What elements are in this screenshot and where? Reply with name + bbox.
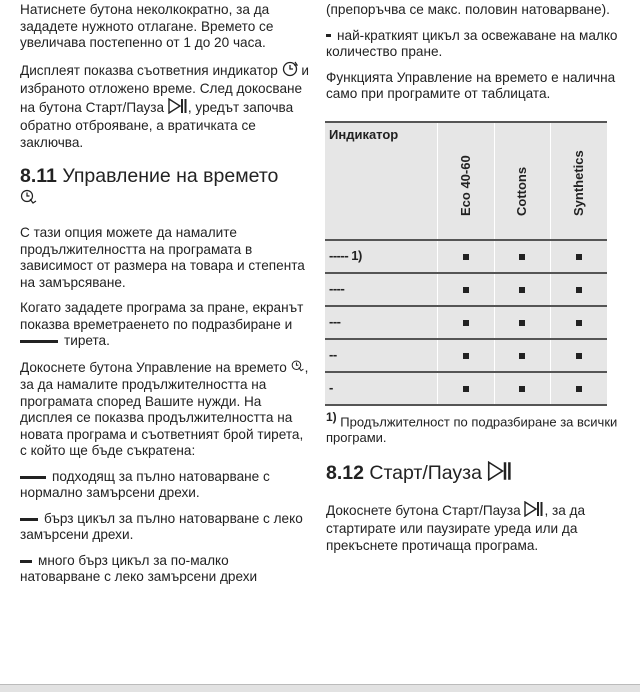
- paragraph: Натиснете бутона неколкократно, за да зададете нужното отлагане. Времето се увеличава постепенно от 1 до 20 часа.: [20, 2, 274, 50]
- dash-indicator-4: [20, 476, 46, 479]
- column-header: [551, 122, 607, 240]
- section-heading-8-11: [20, 165, 312, 211]
- text: Продължителност по подразбиране за всички програми.: [326, 413, 618, 446]
- indicator-cell: [325, 372, 437, 405]
- filled-square-icon: [463, 353, 469, 359]
- table-row: [325, 339, 607, 372]
- indicator-cell: [325, 273, 437, 306]
- mark-cell: [551, 273, 607, 306]
- mark-cell: [551, 372, 607, 405]
- left-column: [20, 2, 312, 595]
- indicator-cell: [325, 240, 437, 273]
- text: бърз цикъл за пълно натоварване с леко замърсени дрехи.: [20, 510, 303, 543]
- mark-cell: [494, 273, 551, 306]
- time-manager-icon: [20, 188, 38, 211]
- indicator-cell: [325, 339, 437, 372]
- dash-indicator-1: [326, 34, 331, 37]
- column-label: Eco 40-60: [457, 155, 473, 216]
- filled-square-icon: [519, 254, 525, 260]
- filled-square-icon: [463, 254, 469, 260]
- section-title: Управление на времето: [62, 165, 279, 187]
- filled-square-icon: [576, 287, 582, 293]
- mark-cell: [437, 240, 494, 273]
- filled-square-icon: [576, 353, 582, 359]
- text: и избраното отложено време. След докосване на бутона Старт/Пауза: [20, 62, 309, 115]
- indicator-text: ----: [329, 280, 345, 296]
- start-pause-icon: [524, 501, 544, 522]
- dash-indicator-2: [20, 560, 32, 563]
- table-row: [325, 273, 607, 306]
- column-header: [494, 122, 551, 240]
- paragraph: Функцията Управление на времето е налична само при програмите от таблицата.: [326, 69, 616, 101]
- paragraph: [326, 501, 618, 555]
- indicator-text: ----- 1): [329, 247, 362, 263]
- start-pause-icon: [487, 461, 513, 487]
- time-manager-icon: [291, 359, 305, 378]
- start-pause-icon: [168, 98, 188, 119]
- text: тирета.: [64, 333, 110, 349]
- filled-square-icon: [576, 320, 582, 326]
- text: много бърз цикъл за по-малко натоварване с леко замърсени дрехи: [20, 552, 258, 585]
- table-row: [325, 240, 607, 273]
- paragraph: (препоръчва се макс. половин натоварване).: [326, 2, 610, 17]
- page-bottom-border: [0, 684, 640, 692]
- indicator-cell: [325, 306, 437, 339]
- text: , уредът започва обратно отброяване, а вратичката се заключва.: [20, 99, 294, 150]
- section-title: Старт/Пауза: [369, 461, 482, 484]
- filled-square-icon: [463, 287, 469, 293]
- dash-item-2: [20, 553, 312, 586]
- filled-square-icon: [519, 353, 525, 359]
- text: Когато зададете програма за пране, екранът показва времетраенето по подразбиране и: [20, 300, 304, 332]
- indicator-text: --: [329, 346, 337, 362]
- dash-indicator-3: [20, 518, 38, 521]
- mark-cell: [437, 273, 494, 306]
- mark-cell: [494, 306, 551, 339]
- dash-item-4: [20, 469, 312, 502]
- section-number: 8.12: [326, 461, 364, 484]
- indicator-text: ---: [329, 313, 341, 329]
- filled-square-icon: [576, 254, 582, 260]
- mark-cell: [437, 339, 494, 372]
- paragraph: [20, 359, 312, 460]
- mark-cell: [551, 339, 607, 372]
- filled-square-icon: [519, 386, 525, 392]
- column-label: Cottons: [514, 166, 530, 216]
- footnote-mark: 1): [326, 409, 337, 424]
- mark-cell: [494, 240, 551, 273]
- long-dash-indicator: [20, 340, 58, 343]
- mark-cell: [551, 240, 607, 273]
- mark-cell: [437, 306, 494, 339]
- column-header-indicator: Индикатор: [329, 126, 399, 142]
- section-heading-8-12: [326, 461, 618, 487]
- paragraph: [20, 61, 312, 152]
- paragraph: [20, 300, 312, 350]
- filled-square-icon: [576, 386, 582, 392]
- text: , за да стартирате или паузирате уреда или да прекъснете протичаща програма.: [326, 502, 586, 553]
- delay-clock-icon: [282, 61, 298, 82]
- paragraph: С тази опция можете да намалите продължителността на програмата в зависимост от размера на товара и степента на замърсяване.: [20, 225, 305, 290]
- right-column: [326, 2, 618, 563]
- dash-item-1: [326, 28, 618, 61]
- filled-square-icon: [463, 386, 469, 392]
- programs-table: [325, 121, 607, 406]
- footnote: [326, 409, 618, 447]
- filled-square-icon: [519, 320, 525, 326]
- table-row: [325, 306, 607, 339]
- text: Докоснете бутона Старт/Пауза: [326, 502, 521, 518]
- filled-square-icon: [463, 320, 469, 326]
- table-row: [325, 372, 607, 405]
- text: , за да намалите продължителността на програмата според Вашите нужди. На дисплея се показва продължителността на новата програма и съответният брой тирета, с който ще бъде съкратена:: [20, 359, 309, 459]
- mark-cell: [494, 372, 551, 405]
- mark-cell: [494, 339, 551, 372]
- text: най-краткият цикъл за освежаване на малко количество пране.: [326, 27, 618, 59]
- text: Дисплеят показва съответния индикатор: [20, 62, 278, 78]
- column-header: [437, 122, 494, 240]
- mark-cell: [437, 372, 494, 405]
- text: подходящ за пълно натоварване с нормално замърсени дрехи.: [20, 468, 270, 501]
- mark-cell: [551, 306, 607, 339]
- text: Докоснете бутона Управление на времето: [20, 359, 287, 375]
- column-label: Synthetics: [570, 150, 586, 216]
- section-number: 8.11: [20, 165, 57, 187]
- dash-item-3: [20, 511, 312, 544]
- indicator-text: -: [329, 379, 333, 395]
- filled-square-icon: [519, 287, 525, 293]
